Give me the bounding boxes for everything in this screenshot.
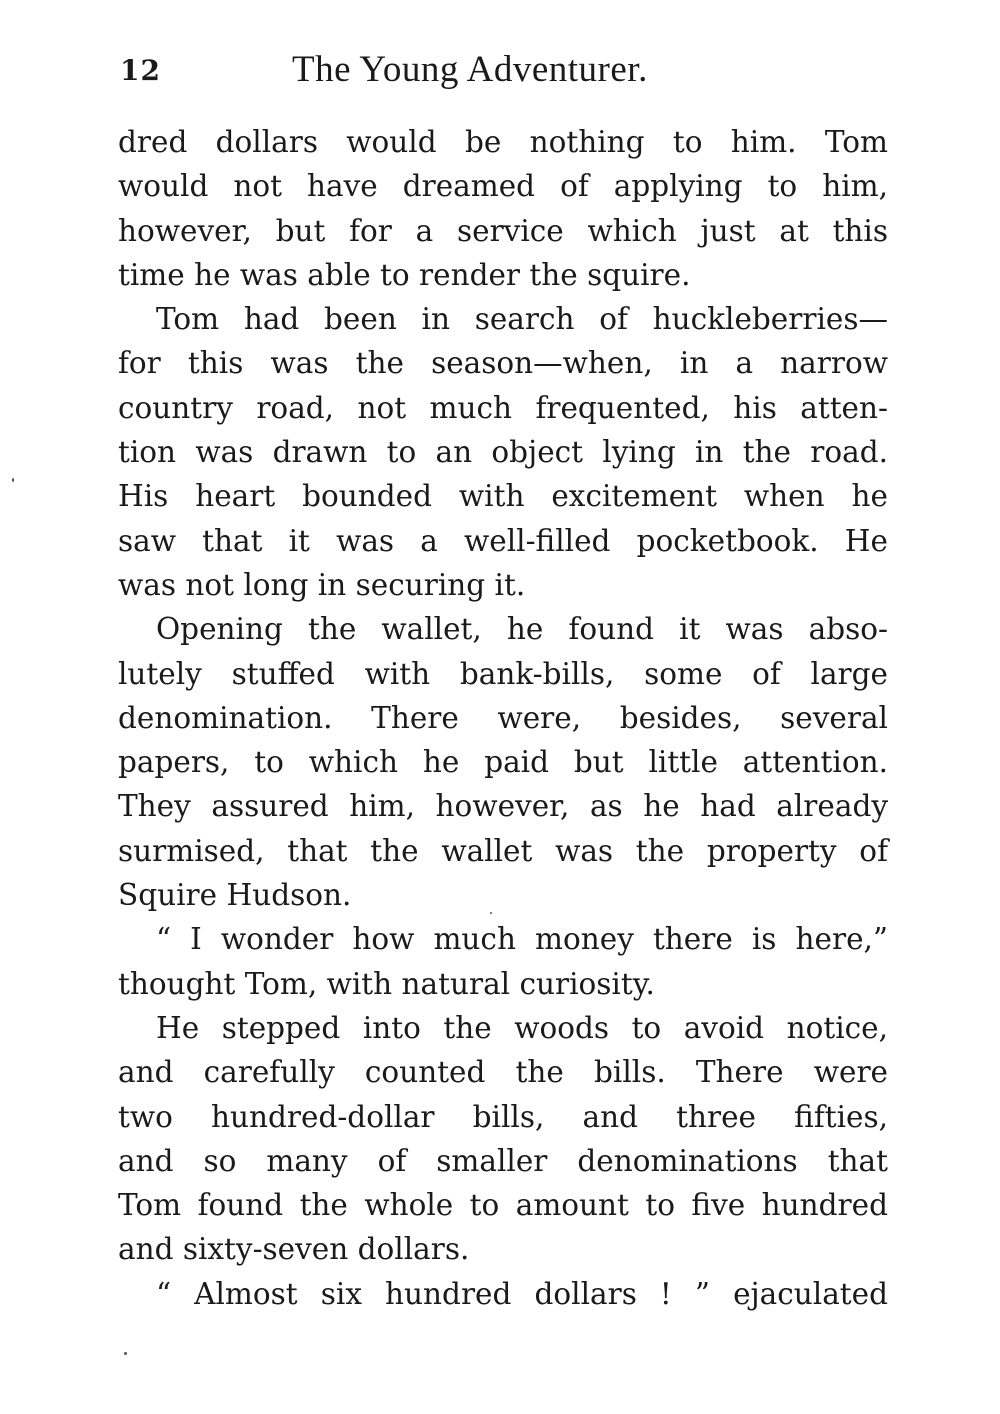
text-line: for this was the season—when, in a narrow [118,346,888,381]
text-line: “ I wonder how much money there is here,” [156,922,888,957]
text-line: saw that it was a well-filled pocketbook. He [118,523,888,558]
text-line: would not have dreamed of applying to him, [118,169,888,204]
text-line: tion was drawn to an object lying in the road. [118,435,888,470]
page-header [120,48,890,96]
text-line: however, but for a service which just at this [118,213,888,248]
text-line: lutely stuffed with bank-bills, some of large [118,656,888,691]
text-line: His heart bounded with excitement when he [118,479,888,514]
text-line: and so many of smaller denominations that [118,1143,888,1178]
text-line: Squire Hudson. [118,878,352,913]
body-text [118,120,888,1316]
text-line: Opening the wallet, he found it was abso- [156,612,888,647]
text-line: Tom had been in search of huckleberries— [156,302,888,337]
text-line: Tom found the whole to amount to five hundred [118,1188,888,1223]
running-title: The Young Adventurer. [292,49,648,90]
text-line: and carefully counted the bills. There were [118,1055,888,1090]
scan-speck [490,912,492,914]
text-line: two hundred-dollar bills, and three fifties, [118,1099,888,1134]
paragraph-1 [118,120,888,297]
text-line: country road, not much frequented, his atten- [118,390,888,425]
paragraph-3 [118,607,888,917]
text-line: papers, to which he paid but little attention. [118,745,888,780]
text-line: surmised, that the wallet was the property of [118,833,888,868]
text-line: and sixty-seven dollars. [118,1232,470,1267]
paragraph-4 [118,917,888,1006]
text-line: They assured him, however, as he had already [118,789,888,824]
page-number: 12 [120,54,161,87]
scan-speck [12,478,14,482]
text-line: He stepped into the woods to avoid notice, [156,1010,888,1045]
text-line: denomination. There were, besides, several [118,700,888,735]
text-line: dred dollars would be nothing to him. Tom [118,125,888,159]
paragraph-5 [118,1006,888,1272]
text-line: thought Tom, with natural curiosity. [118,966,655,1001]
paragraph-6 [118,1272,888,1316]
text-line: time he was able to render the squire. [118,257,691,292]
scan-speck [124,1352,127,1355]
text-line: “ Almost six hundred dollars ! ” ejaculated [156,1276,888,1311]
text-line: was not long in securing it. [118,567,526,602]
paragraph-2 [118,297,888,607]
